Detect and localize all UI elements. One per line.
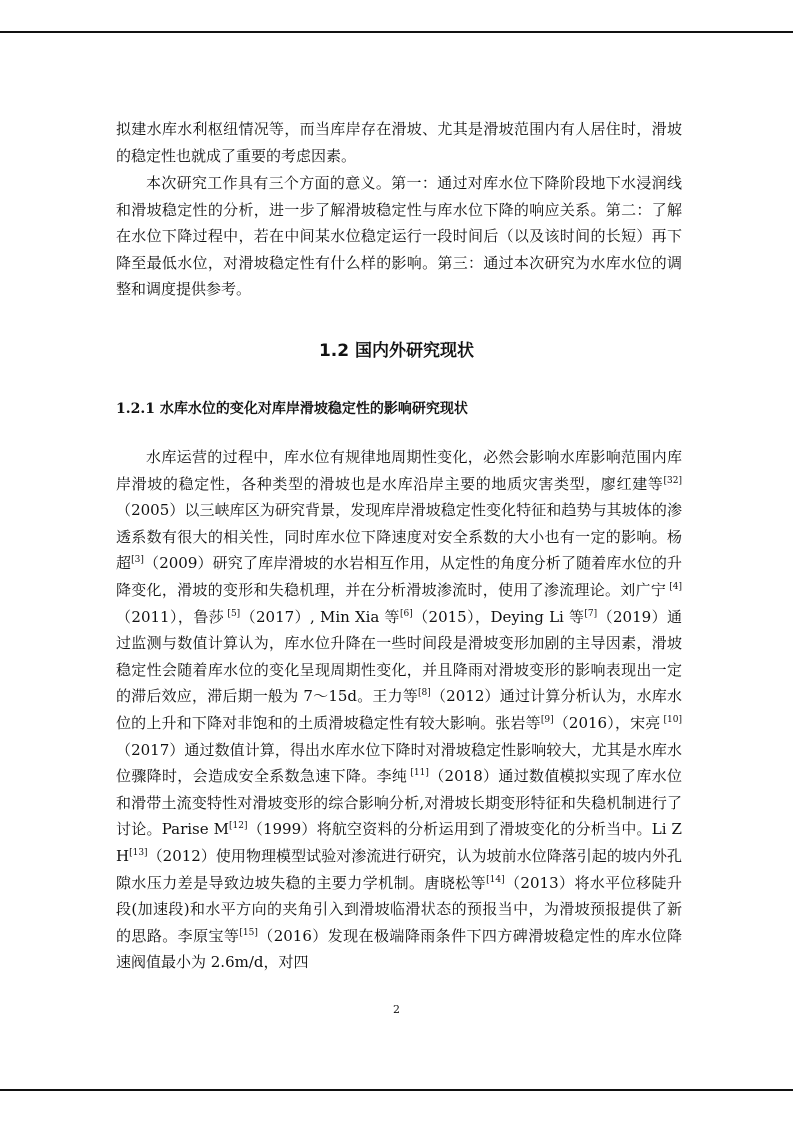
paragraph-continued: 拟建水库水利枢纽情况等，而当库岸存在滑坡、尤其是滑坡范围内有人居住时，滑坡的稳定性也就成了重要的考虑因素。 [116,120,682,165]
header-rule [0,31,793,33]
subsection-title: 1.2.1 水库水位的变化对库岸滑坡稳定性的影响研究现状 [116,401,468,417]
page-number: 2 [393,1003,400,1016]
section-title: 1.2 国内外研究现状 [318,341,475,361]
paragraph-research-status: 水库运营的过程中，库水位有规律地周期性变化，必然会影响水库影响范围内库岸滑坡的稳定性，各种类型的滑坡也是水库沿岸主要的地质灾害类型，廖红建等[32]（2005）以三峡库区为研究背景，发现库岸滑坡稳定性变化特征和趋势与其坡体的渗透系数有很大的相关性，同时库水位下降速度对安全系数的大小也有一定的影响。杨超[3]（2009）研究了库岸滑坡的水岩相互作用，从定性的角度分析了随着库水位的升降变化，滑坡的变形和失稳机理，并在分析滑坡渗流时，使用了渗流理论。刘广宁 [4]（2011），鲁莎 [5]（2017）, Min Xia 等[6]（2015），Deying Li 等[7]（2019）通过监测与数值计算认为，库水位升降在一些时间段是滑坡变形加剧的主导因素，滑坡稳定性会随着库水位的变化呈现周期性变化，并且降雨对滑坡变形的影响表现出一定的滞后效应，滞后期一般为 7～15d。王力等[8]（2012）通过计算分析认为，水库水位的上升和下降对非饱和的土质滑坡稳定性有较大影响。张岩等[9]（2016），宋亮 [10]（2017）通过数值计算，得出水库水位下降时对滑坡稳定性影响较大，尤其是水库水位骤降时，会造成安全系数急速下降。李纯 [11]（2018）通过数值模拟实现了库水位和滑带土流变特性对滑坡变形的综合影响分析,对滑坡长期变形特征和失稳机制进行了讨论。Parise M[12]（1999）将航空资料的分析运用到了滑坡变化的分析当中。Li Z H[13]（2012）使用物理模型试验对渗流进行研究，认为坡前水位降落引起的坡内外孔隙水压力差是导致边坡失稳的主要力学机制。唐晓松等[14]（2013）将水平位移陡升段(加速段)和水平方向的夹角引入到滑坡临滑状态的预报当中，为滑坡预报提供了新的思路。李原宝等[15]（2016）发现在极端降雨条件下四方碑滑坡稳定性的库水位降速阀值最小为 2.6m/d，对四 [116,448,682,972]
footer-rule [0,1089,793,1091]
paragraph-significance: 本次研究工作具有三个方面的意义。第一：通过对库水位下降阶段地下水浸润线和滑坡稳定性的分析，进一步了解滑坡稳定性与库水位下降的响应关系。第二：了解在水位下降过程中，若在中间某水位稳定运行一段时间后（以及该时间的长短）再下降至最低水位，对滑坡稳定性有什么样的影响。第三：通过本次研究为水库水位的调整和调度提供参考。 [116,174,682,299]
